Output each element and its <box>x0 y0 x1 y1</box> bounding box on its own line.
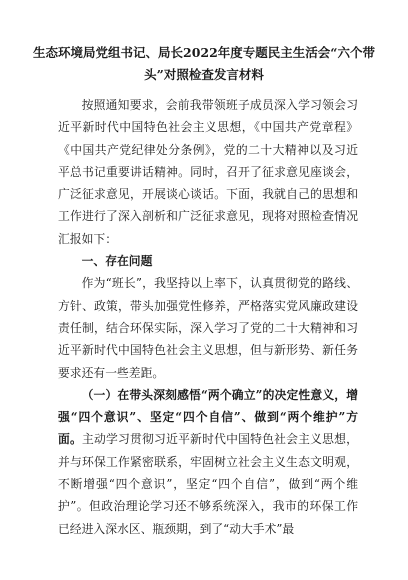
section1-paragraph: 作为“班长”，我坚持以上率下，认真贯彻党的路线、方针、政策，带头加强党性修养，严格落实党风廉政建设责任制，结合环保实际，深入学习了党的二十大精神和习近平新时代中国特色社会主义思想，但与新形势、新任务要求还有一些差距。 <box>58 276 358 380</box>
intro-paragraph: 按照通知要求，会前我带领班子成员深入学习领会习近平新时代中国特色社会主义思想，《中国共产党章程》《中国共产党纪律处分条例》，党的二十大精神以及习近平总书记重要讲话精神。同时，召开了征求意见座谈会，广泛征求意见，开展谈心谈话。下面，我就自己的思想和工作进行了深入剖析和广泛征求意见，现将对照检查情况汇报如下： <box>58 98 358 246</box>
document-title: 生态环境局党组书记、局长2022年度专题民主生活会“六个带头”对照检查发言材料 <box>33 45 375 82</box>
document-body <box>58 94 358 540</box>
subsection1-heading: （一）在带头深刻感悟“两个确立”的决定性意义，增强“四个意识”、坚定“四个自信”、做到“两个维护”方面。 <box>58 387 358 447</box>
section-heading-problems: 一、存在问题 <box>81 254 153 269</box>
subsection1-text: 主动学习贯彻习近平新时代中国特色社会主义思想，并与环保工作紧密联系，牢固树立社会主义生态文明观，不断增强“四个意识”，坚定“四个自信”，做到“两个维护”。但政治理论学习还不够系统深入，我市的环保工作已经进入深水区、瓶颈期，到了“动大手术”最 <box>58 432 358 536</box>
subsection1-paragraph <box>58 384 358 540</box>
